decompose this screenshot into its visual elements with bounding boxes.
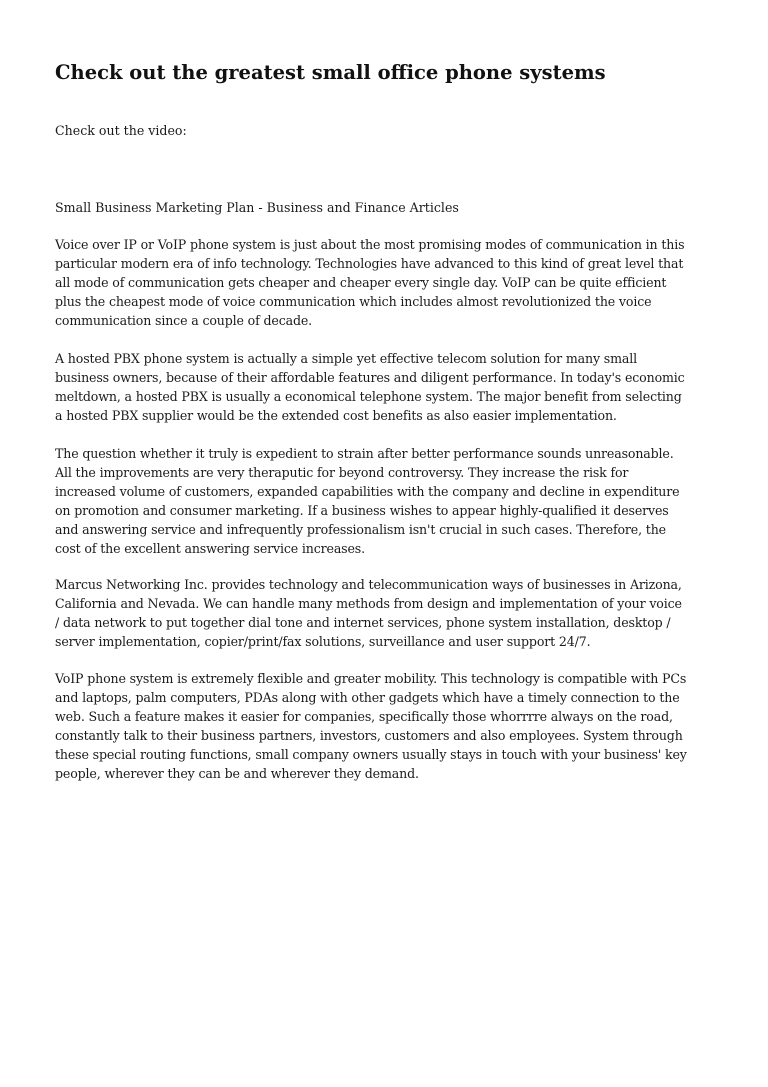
text-line: and answering service and infrequently professionalism isn't crucial in such cases. Therefore, the [55, 522, 666, 537]
paragraph-marcus-networking [55, 575, 682, 651]
text-line: California and Nevada. We can handle many methods from design and implementation of your voice [55, 596, 682, 611]
text-line: / data network to put together dial tone and internet services, phone system installation, desktop / [55, 615, 671, 630]
article-subtitle: Small Business Marketing Plan - Business and Finance Articles [55, 200, 459, 215]
text-line: all mode of communication gets cheaper and cheaper every single day. VoIP can be quite efficient [55, 275, 667, 290]
text-line: plus the cheapest mode of voice communication which includes almost revolutionized the voice [55, 294, 652, 309]
text-line: All the improvements are very theraputic for beyond controversy. They increase the risk for [55, 465, 629, 480]
text-line: and laptops, palm computers, PDAs along with other gadgets which have a timely connection to the [55, 690, 680, 705]
text-line: server implementation, copier/print/fax solutions, surveillance and user support 24/7. [55, 634, 591, 649]
text-line: business owners, because of their affordable features and diligent performance. In today's economic [55, 370, 685, 385]
text-line: a hosted PBX supplier would be the extended cost benefits as also easier implementation. [55, 408, 617, 423]
text-line: The question whether it truly is expedient to strain after better performance sounds unreasonable. [55, 446, 674, 461]
text-line: constantly talk to their business partners, investors, customers and also employees. System through [55, 728, 683, 743]
paragraph-hosted-pbx [55, 349, 685, 425]
text-line: Marcus Networking Inc. provides technology and telecommunication ways of businesses in Arizona, [55, 577, 682, 592]
page-title: Check out the greatest small office phone systems [55, 61, 606, 84]
text-line: meltdown, a hosted PBX is usually a economical telephone system. The major benefit from selecting [55, 389, 682, 404]
text-line: VoIP phone system is extremely flexible and greater mobility. This technology is compatible with PCs [55, 671, 687, 686]
text-line: communication since a couple of decade. [55, 313, 313, 328]
text-line: increased volume of customers, expanded capabilities with the company and decline in expenditure [55, 484, 680, 499]
text-line: people, wherever they can be and wherever they demand. [55, 766, 419, 781]
text-line: cost of the excellent answering service increases. [55, 541, 365, 556]
paragraph-performance [55, 444, 679, 558]
paragraph-voip-intro [55, 235, 684, 330]
text-line: these special routing functions, small company owners usually stays in touch with your business' key [55, 747, 687, 762]
paragraph-voip-mobility [55, 669, 687, 783]
text-line: Voice over IP or VoIP phone system is just about the most promising modes of communication in this [55, 237, 685, 252]
text-line: A hosted PBX phone system is actually a simple yet effective telecom solution for many small [55, 351, 637, 366]
text-line: web. Such a feature makes it easier for companies, specifically those whorrrre always on the road, [55, 709, 673, 724]
text-line: particular modern era of info technology. Technologies have advanced to this kind of great level that [55, 256, 684, 271]
text-line: on promotion and consumer marketing. If a business wishes to appear highly-qualified it deserves [55, 503, 669, 518]
video-intro-text: Check out the video: [55, 123, 187, 138]
